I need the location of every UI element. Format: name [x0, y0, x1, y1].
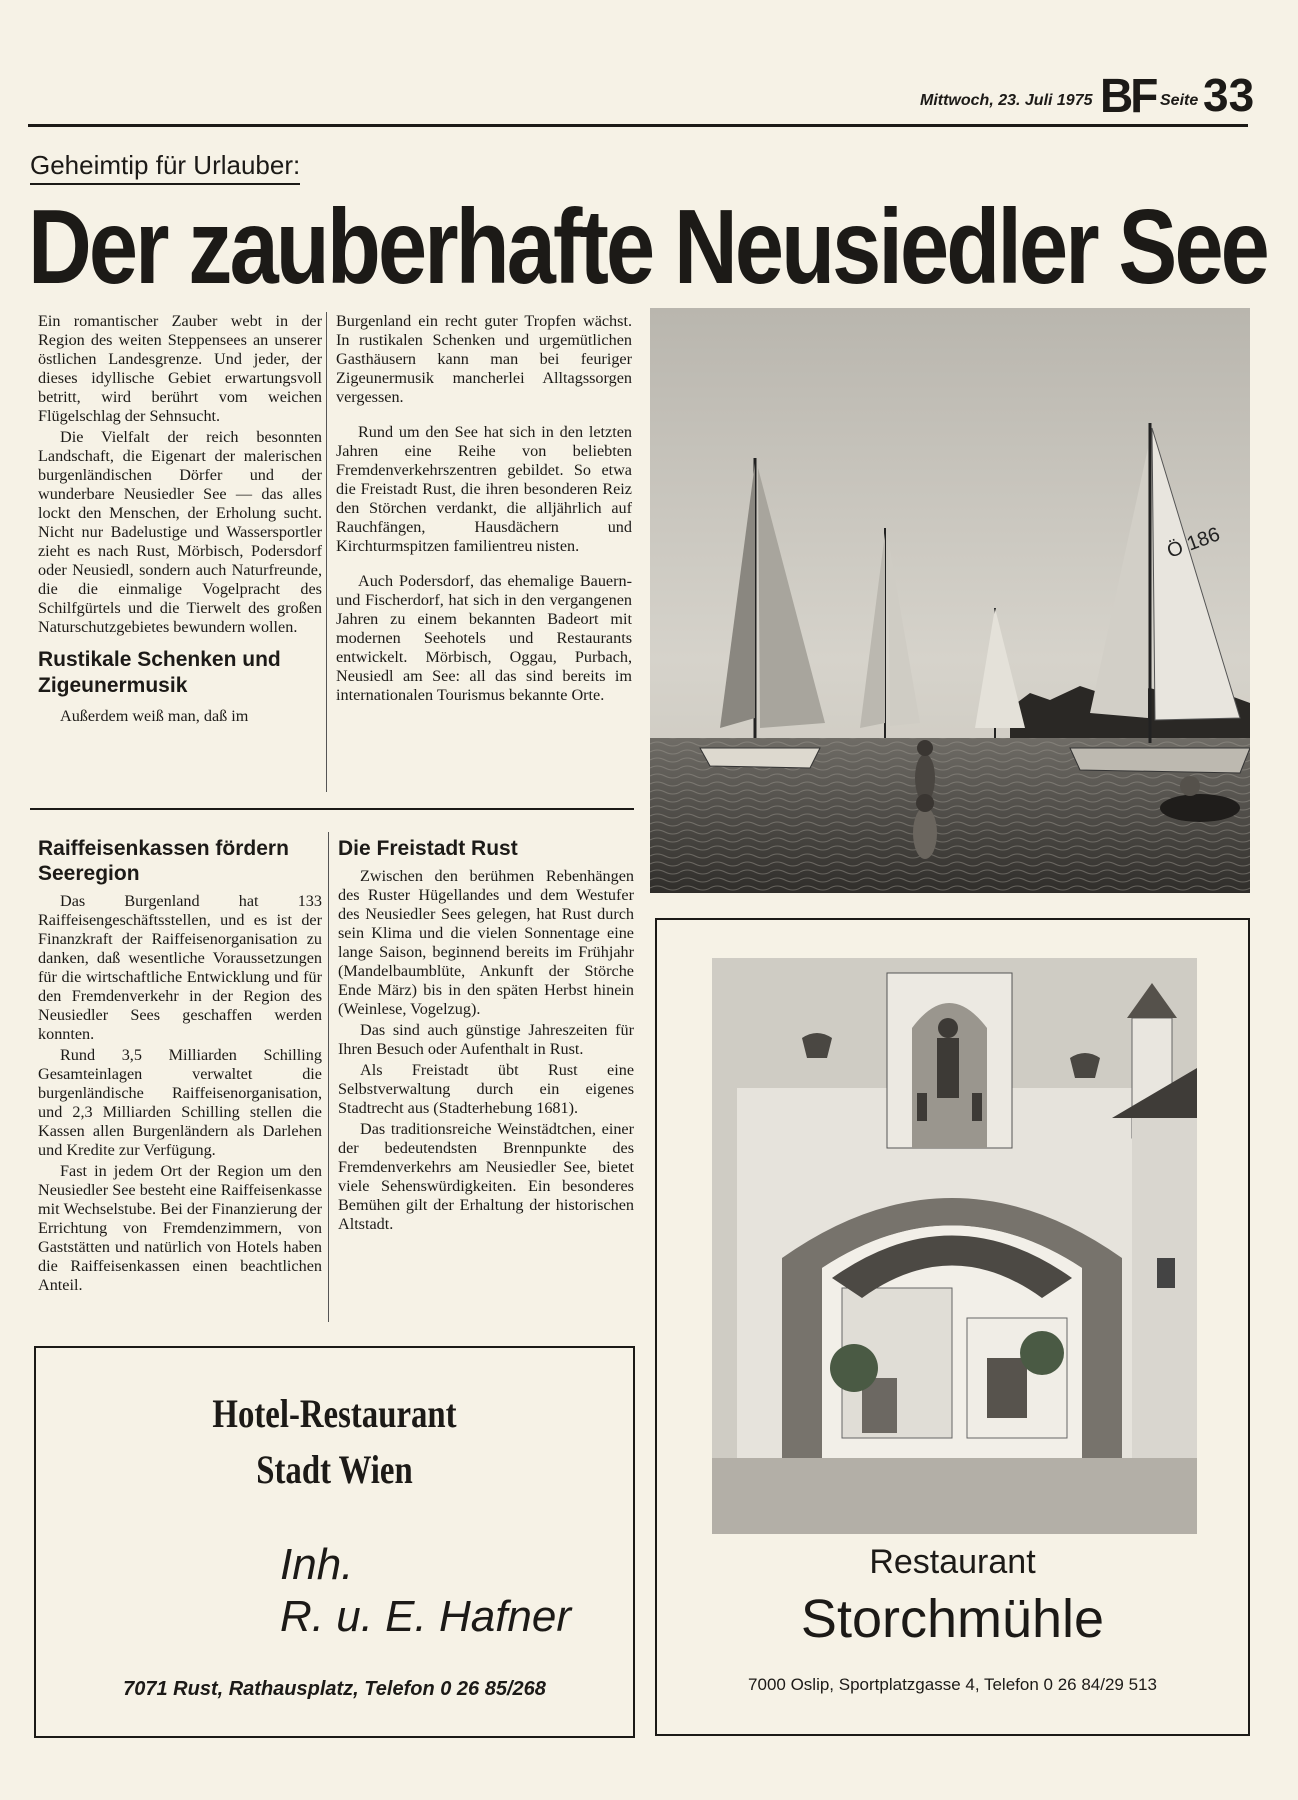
- paragraph: Das Burgenland hat 133 Raiffeisengeschäftsstellen, und es ist der Finanzkraft der Raiffeisenorganisation zu danken, daß wesentliche Voraussetzungen für die wirtschaftliche Entwicklung und für den Fremdenverkehr in der Region des Neusiedler Sees geschaffen werden konnten.: [38, 892, 322, 1043]
- subheading-rust: Die Freistadt Rust: [338, 837, 518, 860]
- article-column-3: [38, 836, 322, 1297]
- section-rule: [30, 808, 634, 810]
- issue-date: Mittwoch, 23. Juli 1975: [920, 92, 1093, 109]
- page-number: 33: [1203, 69, 1255, 121]
- ad-hotel-title: Hotel-Restaurant: [212, 1391, 457, 1436]
- page-label: Seite: [1160, 92, 1199, 109]
- town-gate-photo: [712, 958, 1197, 1534]
- subheading-schenken: Rustikale Schenken und Zigeunermusik: [38, 648, 281, 697]
- statue: [937, 1038, 959, 1098]
- ad-hotel-subtitle: Stadt Wien: [256, 1447, 413, 1492]
- article-headline: Der zauberhafte Neusiedler See: [28, 188, 1267, 307]
- ad-hotel-owner: R. u. E. Hafner: [280, 1592, 572, 1641]
- paragraph: Die Vielfalt der reich besonnten Landschaft, die Eigenart der malerischen burgenländischen Dörfer und der wunderbare Neusiedler See — das alles lockt den Menschen, der Erholung sucht. Nicht nur Badelustige und Wassersportler zieht es nach Rust, Mörbisch, Podersdorf oder Neusiedl, sondern auch Naturfreunde, die die einmalige Vogelpracht des Schilfgürtels und die Tierwelt des großen Naturschutzgebietes bewundern wollen.: [38, 428, 322, 636]
- paragraph: Zwischen den berühmen Rebenhängen des Ruster Hügellandes und dem Westufer des Neusiedler Sees gelegen, hat Rust durch sein Klima und die vielen Sonnentage eine lange Saison, beginnend bereits im Frühjahr (Mandelbaumblüte, Ankunft der Störche Ende März) bis in den späten Herbst hinein (Weinlese, Vogelzug).: [338, 867, 634, 1018]
- paragraph: Rund um den See hat sich in den letzten Jahren eine Reihe von beliebten Fremdenverkehrszentren gebildet. So etwa die Freistadt Rust, die ihren besonderen Reiz den Störchen verdankt, die alljährlich auf Rauchfängen, Hausdächern und Kirchturmspitzen familientreu nisten.: [336, 423, 632, 555]
- paragraph: Außerdem weiß man, daß im: [60, 707, 249, 725]
- paragraph: Als Freistadt übt Rust eine Selbstverwaltung durch ein eigenes Stadtrecht aus (Stadterhebung 1681).: [338, 1061, 634, 1117]
- ad-restaurant-label: Restaurant: [869, 1543, 1036, 1581]
- paragraph: Das traditionsreiche Weinstädtchen, einer der bedeutendsten Brennpunkte des Fremdenverkehrs am Neusiedler See, bietet viele Sehenswürdigkeiten. Ein besonderes Bemühen gilt der Erhaltung der historischen Altstadt.: [338, 1120, 634, 1233]
- sail-number: Ö 186: [1164, 523, 1223, 563]
- paragraph: Das sind auch günstige Jahreszeiten für Ihren Besuch oder Aufenthalt in Rust.: [338, 1021, 634, 1058]
- ad-hotel-owner-label: Inh.: [280, 1540, 354, 1589]
- article-kicker: Geheimtip für Urlauber:: [30, 150, 300, 185]
- sailboat-photo: [650, 308, 1250, 893]
- paragraph: Ein romantischer Zauber webt in der Region des weiten Steppensees an unserer östlichen Landesgrenze. Und jeder, der dieses idyllische Gebiet erwartungsvoll betritt, wird berührt vom weichen Flügelschlag der Sehnsucht.: [38, 312, 322, 425]
- header-rule: [28, 124, 1248, 127]
- column-divider: [326, 312, 327, 792]
- subheading-raiffeisen: Raiffeisenkassen fördern Seeregion: [38, 837, 289, 885]
- paragraph: Burgenland ein recht guter Tropfen wächst. In rustikalen Schenken und urgemütlichen Gasthäusern kann man bei feuriger Zigeunermusik mancherlei Alltagssorgen vergessen.: [336, 312, 632, 406]
- article-column-1: [38, 312, 322, 728]
- article-column-2: [336, 312, 632, 707]
- newspaper-logo: BF: [1100, 67, 1156, 123]
- paragraph: Auch Podersdorf, das ehemalige Bauern- und Fischerdorf, hat sich in den vergangenen Jahren zu einem bekannten Badeort mit modernen Seehotels und Restaurants entwickelt. Mörbisch, Oggau, Purbach, Neusiedl am See: all das sind bereits im internationalen Tourismus bekannte Orte.: [336, 572, 632, 704]
- ad-restaurant-name: Storchmühle: [800, 1589, 1105, 1649]
- ad-restaurant-address: 7000 Oslip, Sportplatzgasse 4, Telefon 0 26 84/29 513: [748, 1675, 1157, 1694]
- ad-hotel-address: 7071 Rust, Rathausplatz, Telefon 0 26 85/268: [123, 1678, 546, 1700]
- paragraph: Rund 3,5 Milliarden Schilling Gesamteinlagen verwaltet die burgenländische Raiffeisenorganisation, und 2,3 Milliarden Schilling stellen die Kassen allen Burgenländern als Darlehen und Kredite zur Verfügung.: [38, 1046, 322, 1159]
- column-divider: [328, 832, 329, 1322]
- paragraph: Fast in jedem Ort der Region um den Neusiedler See besteht eine Raiffeisenkasse mit Wechselstube. Bei der Finanzierung der Errichtung von Fremdenzimmern, von Gaststätten und natürlich von Hotels haben die Raiffeisenkassen einen beachtlichen Anteil.: [38, 1162, 322, 1294]
- article-column-4: [338, 836, 634, 1236]
